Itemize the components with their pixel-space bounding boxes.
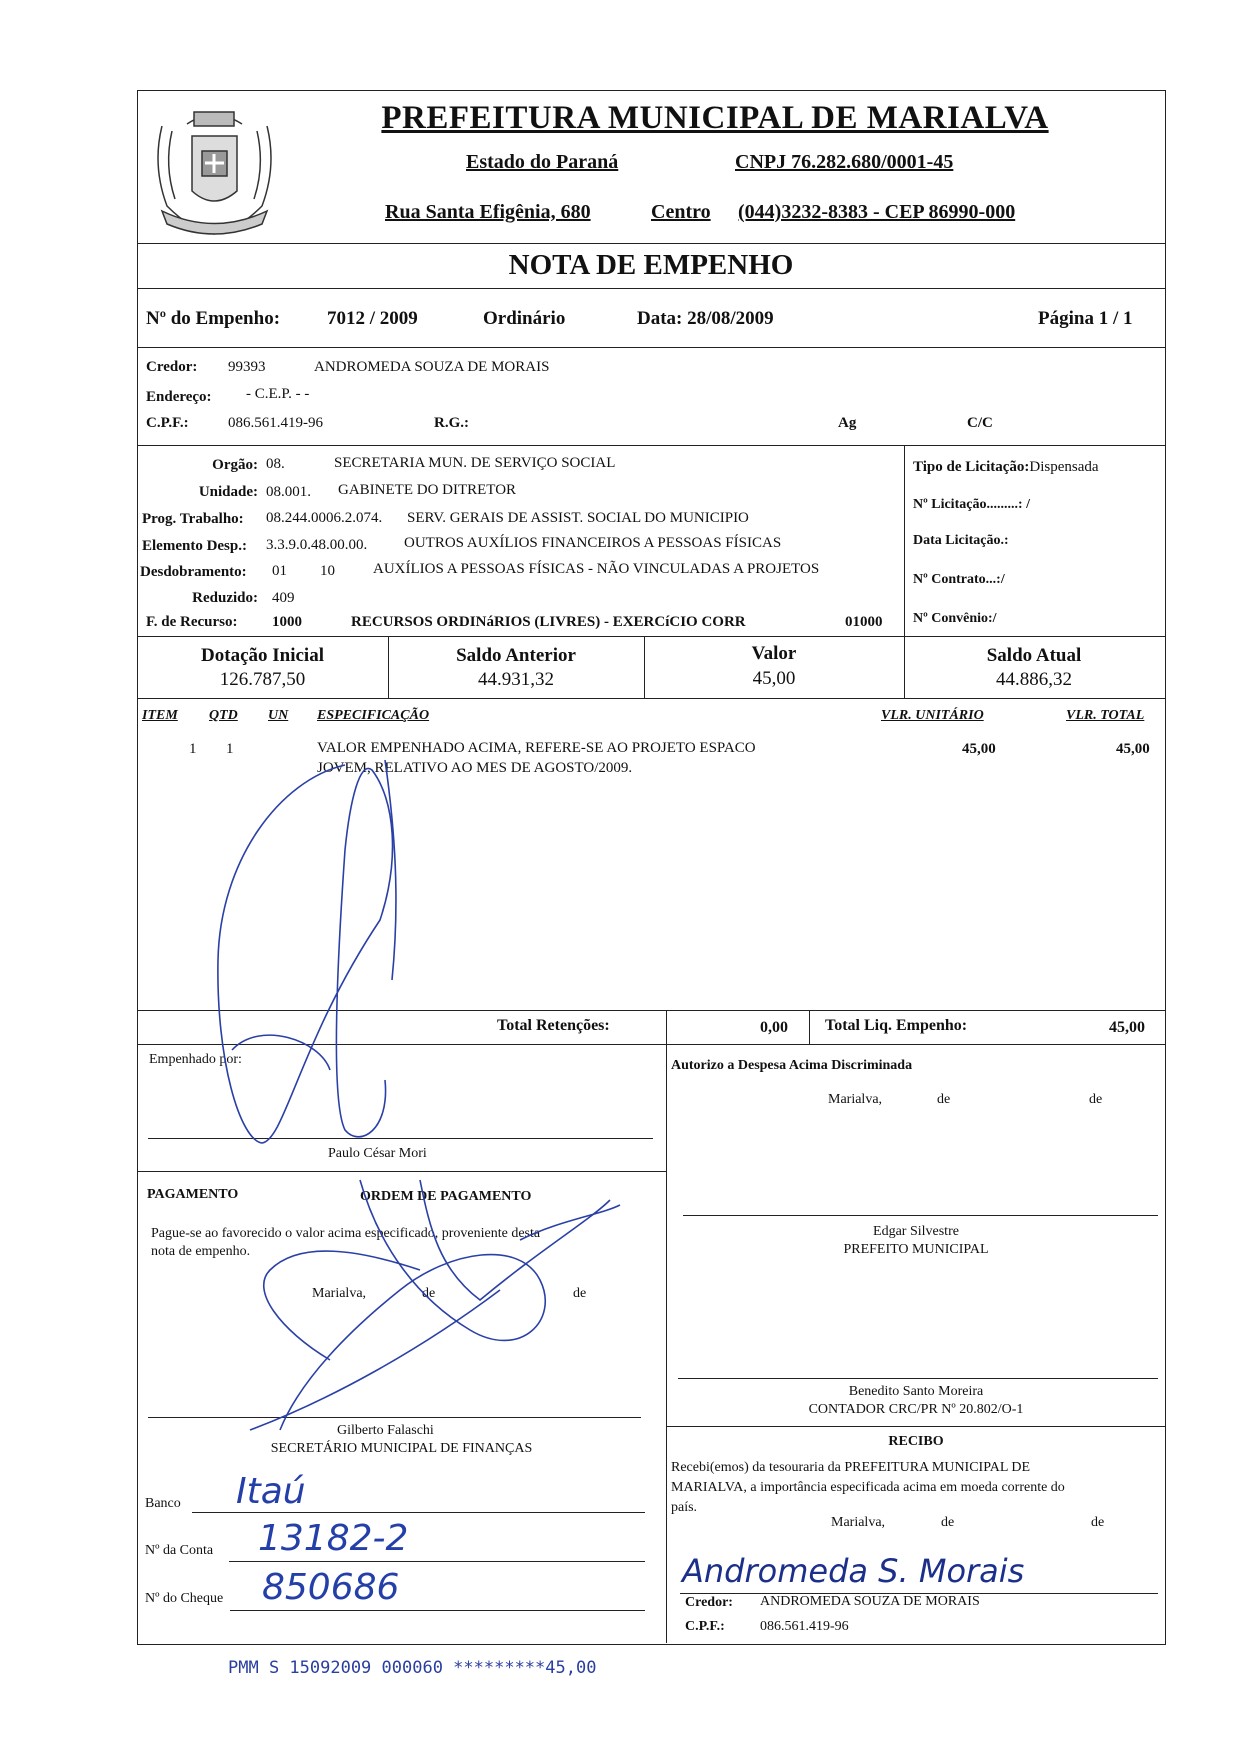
financas-signer: Gilberto Falaschi bbox=[337, 1423, 434, 1438]
autorizo-de1: de bbox=[937, 1092, 951, 1107]
recurso-end: 01000 bbox=[845, 614, 883, 630]
unidade-code: 08.001. bbox=[266, 484, 311, 500]
total-liq-label: Total Liq. Empenho: bbox=[825, 1017, 968, 1034]
page-number: Página 1 / 1 bbox=[1038, 308, 1133, 329]
prefeito-role: PREFEITO MUNICIPAL bbox=[843, 1242, 989, 1257]
recibo-credor-name: ANDROMEDA SOUZA DE MORAIS bbox=[760, 1594, 980, 1609]
header-especificacao: ESPECIFICAÇÃO bbox=[317, 708, 430, 723]
unidade-label: Unidade: bbox=[198, 484, 258, 500]
recibo-de1: de bbox=[941, 1515, 955, 1530]
pagamento-de2: de bbox=[573, 1286, 587, 1301]
pagamento-text-2: nota de empenho. bbox=[151, 1244, 251, 1259]
header-item: ITEM bbox=[142, 708, 178, 723]
header-qtd: QTD bbox=[209, 708, 238, 723]
autorizo-label: Autorizo a Despesa Acima Discriminada bbox=[671, 1058, 913, 1073]
credor-name: ANDROMEDA SOUZA DE MORAIS bbox=[314, 359, 550, 375]
header-un: UN bbox=[268, 708, 289, 723]
state-name: Estado do Paraná bbox=[466, 151, 619, 173]
prefeito-name: Edgar Silvestre bbox=[873, 1224, 959, 1239]
saldo-anterior-label: Saldo Anterior bbox=[456, 645, 576, 666]
endereco-label: Endereço: bbox=[146, 389, 212, 405]
banco-label: Banco bbox=[145, 1496, 181, 1511]
row-qtd: 1 bbox=[226, 741, 234, 757]
prog-code: 08.244.0006.2.074. bbox=[266, 510, 383, 526]
financas-role: SECRETÁRIO MUNICIPAL DE FINANÇAS bbox=[270, 1441, 533, 1456]
recibo-cpf-label: C.P.F.: bbox=[685, 1619, 725, 1634]
contador-name: Benedito Santo Moreira bbox=[848, 1384, 984, 1399]
saldo-anterior-value: 44.931,32 bbox=[478, 669, 554, 690]
contrato-number: Nº Contrato...:/ bbox=[913, 572, 1005, 587]
empenho-number: 7012 / 2009 bbox=[327, 308, 418, 329]
autorizo-city: Marialva, bbox=[828, 1092, 883, 1107]
desdobramento-a: 01 bbox=[272, 563, 287, 579]
cpf-label: C.P.F.: bbox=[146, 415, 189, 431]
document-title: NOTA DE EMPENHO bbox=[508, 249, 794, 281]
unidade-desc: GABINETE DO DITRETOR bbox=[338, 482, 517, 498]
conta-handwritten: 13182-2 bbox=[258, 1518, 409, 1559]
saldo-atual-label: Saldo Atual bbox=[986, 645, 1082, 666]
saldo-atual-value: 44.886,32 bbox=[996, 669, 1072, 690]
cheque-label: Nº do Cheque bbox=[145, 1591, 224, 1606]
recurso-label: F. de Recurso: bbox=[146, 614, 238, 630]
header-vlr-total: VLR. TOTAL bbox=[1066, 708, 1145, 723]
recibo-de2: de bbox=[1091, 1515, 1105, 1530]
cc-label: C/C bbox=[967, 415, 993, 431]
municipality-title: PREFEITURA MUNICIPAL DE MARIALVA bbox=[381, 100, 1049, 136]
row-item: 1 bbox=[189, 741, 197, 757]
credor-code: 99393 bbox=[228, 359, 266, 375]
total-liq-value: 45,00 bbox=[1109, 1019, 1145, 1036]
empenhado-signer: Paulo César Mori bbox=[328, 1146, 427, 1161]
contador-role: CONTADOR CRC/PR Nº 20.802/O-1 bbox=[808, 1402, 1024, 1417]
row-desc-line2: JOVEM, RELATIVO AO MES DE AGOSTO/2009. bbox=[317, 760, 633, 776]
orgao-label: Orgão: bbox=[212, 457, 258, 473]
empenho-number-label: Nº do Empenho: bbox=[146, 308, 281, 329]
banco-handwritten: Itaú bbox=[236, 1471, 306, 1512]
reduzido-label: Reduzido: bbox=[192, 590, 258, 606]
ordem-pagamento-label: ORDEM DE PAGAMENTO bbox=[360, 1189, 532, 1204]
desdobramento-label: Desdobramento: bbox=[140, 564, 247, 580]
cpf-value: 086.561.419-96 bbox=[228, 415, 323, 431]
empenho-date: Data: 28/08/2009 bbox=[637, 308, 774, 329]
payment-stamp: PMM S 15092009 000060 *********45,00 bbox=[228, 1658, 597, 1678]
elemento-code: 3.3.9.0.48.00.00. bbox=[266, 537, 368, 553]
pagamento-city: Marialva, bbox=[312, 1286, 367, 1301]
valor-value: 45,00 bbox=[752, 668, 796, 689]
rg-label: R.G.: bbox=[434, 415, 469, 431]
elemento-label: Elemento Desp.: bbox=[142, 538, 247, 554]
empenho-type: Ordinário bbox=[483, 308, 566, 329]
licitacao-date: Data Licitação.: bbox=[913, 533, 1009, 548]
prog-label: Prog. Trabalho: bbox=[142, 511, 244, 527]
endereco-value: - C.E.P. - - bbox=[246, 386, 310, 402]
pagamento-label: PAGAMENTO bbox=[147, 1187, 239, 1202]
tipo-licitacao-label: Tipo de Licitação: bbox=[913, 459, 1030, 475]
empenhado-por-label: Empenhado por: bbox=[149, 1052, 242, 1067]
ag-label: Ag bbox=[838, 415, 857, 431]
recurso-desc: RECURSOS ORDINáRIOS (LIVRES) - EXERCíCIO CORR bbox=[351, 614, 746, 630]
desdobramento-desc: AUXÍLIOS A PESSOAS FÍSICAS - NÃO VINCULADAS A PROJETOS bbox=[373, 561, 820, 577]
total-retencoes-label: Total Retenções: bbox=[497, 1017, 610, 1034]
autorizo-de2: de bbox=[1089, 1092, 1103, 1107]
recibo-title: RECIBO bbox=[888, 1434, 944, 1449]
recibo-city: Marialva, bbox=[831, 1515, 886, 1530]
recurso-code: 1000 bbox=[272, 614, 302, 630]
recibo-signature: Andromeda S. Morais bbox=[682, 1552, 1025, 1590]
cheque-handwritten: 850686 bbox=[262, 1567, 400, 1608]
recibo-text-1: Recebi(emos) da tesouraria da PREFEITURA MUNICIPAL DE bbox=[671, 1460, 1031, 1475]
recibo-text-2: MARIALVA, a importância especificada acima em moeda corrente do bbox=[671, 1480, 1065, 1495]
desdobramento-b: 10 bbox=[320, 563, 335, 579]
row-unit-value: 45,00 bbox=[962, 741, 996, 757]
row-total-value: 45,00 bbox=[1116, 741, 1150, 757]
elemento-desc: OUTROS AUXÍLIOS FINANCEIROS A PESSOAS FÍSICAS bbox=[404, 535, 782, 551]
prog-desc: SERV. GERAIS DE ASSIST. SOCIAL DO MUNICIPIO bbox=[407, 510, 749, 526]
recibo-text-3: país. bbox=[671, 1500, 698, 1515]
conta-label: Nº da Conta bbox=[145, 1543, 214, 1558]
orgao-desc: SECRETARIA MUN. DE SERVIÇO SOCIAL bbox=[334, 455, 616, 471]
dotacao-inicial-value: 126.787,50 bbox=[219, 669, 306, 690]
licitacao-number: Nº Licitação.........: / bbox=[913, 497, 1030, 512]
orgao-code: 08. bbox=[266, 456, 285, 472]
tipo-licitacao-value: Dispensada bbox=[1029, 459, 1099, 475]
street-address: Rua Santa Efigênia, 680 bbox=[385, 201, 591, 223]
pagamento-text-1: Pague-se ao favorecido o valor acima especificado, proveniente desta bbox=[151, 1226, 541, 1241]
header-vlr-unitario: VLR. UNITÁRIO bbox=[881, 708, 984, 723]
district: Centro bbox=[651, 201, 711, 223]
dotacao-inicial-label: Dotação Inicial bbox=[201, 645, 324, 666]
total-retencoes-value: 0,00 bbox=[760, 1019, 788, 1036]
row-desc-line1: VALOR EMPENHADO ACIMA, REFERE-SE AO PROJETO ESPACO bbox=[317, 740, 756, 756]
convenio-number: Nº Convênio:/ bbox=[913, 611, 997, 626]
valor-label: Valor bbox=[751, 643, 797, 664]
credor-label: Credor: bbox=[146, 359, 198, 375]
cnpj: CNPJ 76.282.680/0001-45 bbox=[735, 151, 954, 173]
recibo-cpf-value: 086.561.419-96 bbox=[760, 1619, 849, 1634]
pagamento-de1: de bbox=[422, 1286, 436, 1301]
reduzido-value: 409 bbox=[272, 590, 295, 606]
phone-cep: (044)3232-8383 - CEP 86990-000 bbox=[738, 201, 1016, 223]
recibo-credor-label: Credor: bbox=[685, 1595, 733, 1610]
